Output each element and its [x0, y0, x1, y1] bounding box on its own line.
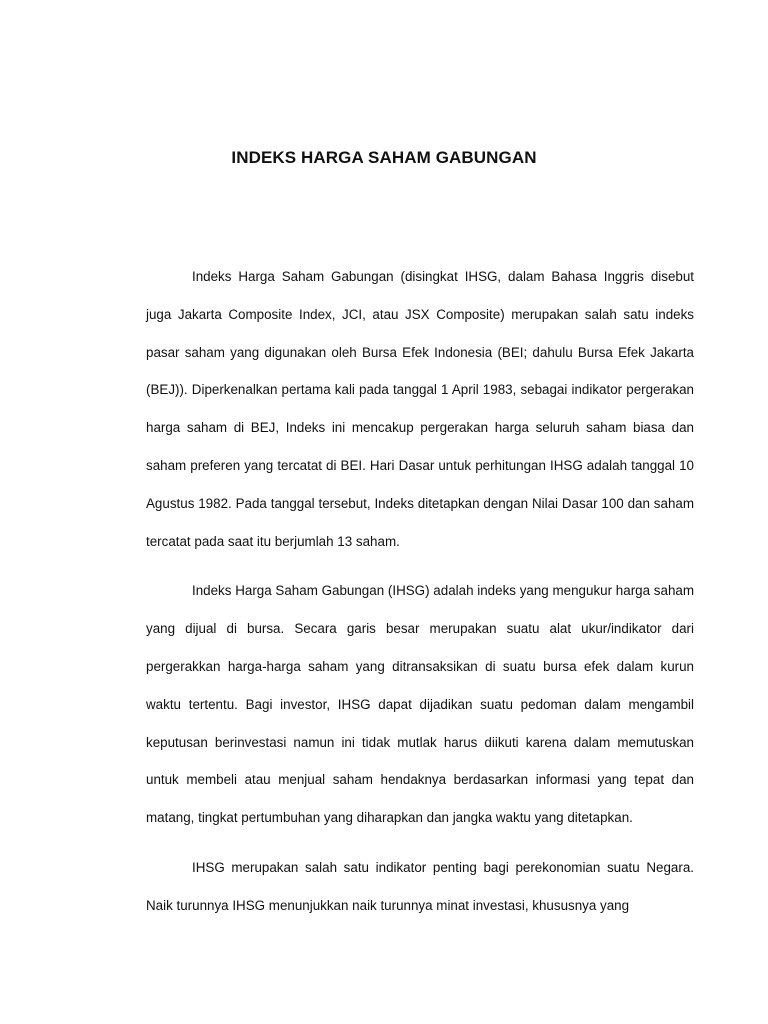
paragraph-1: Indeks Harga Saham Gabungan (disingkat IHSG, dalam Bahasa Inggris disebut juga Jakarta Composite Index, JCI, atau JSX Composite) merupakan salah satu indeks pasar saham yang digunakan oleh Bursa Efek Indonesia (BEI; dahulu Bursa Efek Jakarta (BEJ)). Diperkenalkan pertama kali pada tanggal 1 April 1983, sebagai indikator pergerakan harga saham di BEJ, Indeks ini mencakup pergerakan harga seluruh saham biasa dan saham preferen yang tercatat di BEI. Hari Dasar untuk perhitungan IHSG adalah tanggal 10 Agustus 1982. Pada tanggal tersebut, Indeks ditetapkan dengan Nilai Dasar 100 dan saham tercatat pada saat itu berjumlah 13 saham. [146, 269, 694, 549]
paragraph-3: IHSG merupakan salah satu indikator penting bagi perekonomian suatu Negara. Naik turunnya IHSG menunjukkan naik turunnya minat investasi, khususnya yang [146, 859, 694, 913]
paragraph-2: Indeks Harga Saham Gabungan (IHSG) adalah indeks yang mengukur harga saham yang dijual di bursa. Secara garis besar merupakan suatu alat ukur/indikator dari pergerakkan harga-harga saham yang ditransaksikan di suatu bursa efek dalam kurun waktu tertentu. Bagi investor, IHSG dapat dijadikan suatu pedoman dalam mengambil keputusan berinvestasi namun ini tidak mutlak harus diikuti karena dalam memutuskan untuk membeli atau menjual saham hendaknya berdasarkan informasi yang tepat dan matang, tingkat pertumbuhan yang diharapkan dan jangka waktu yang ditetapkan. [146, 583, 694, 826]
document-title: INDEKS HARGA SAHAM GABUNGAN [231, 148, 537, 167]
document-body [146, 258, 694, 925]
